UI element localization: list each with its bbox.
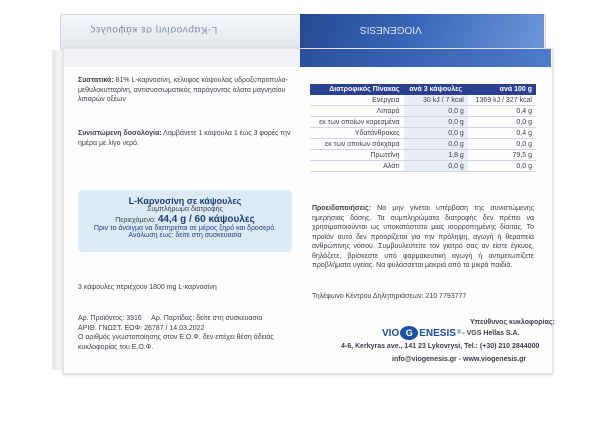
notification-notice: Ο αριθμός γνωστοποίησης στον Ε.Ο.Φ. δεν επέχει θέση άδειας κυκλοφορίας του Ε.Ο.Φ. [78,334,274,351]
nutrition-row: Υδατάνθρακες 0,0 g 0,4 g [310,128,536,139]
distributor-contact: info@viogenesis.gr - www.viogenesis.gr [392,356,527,363]
batch-number: Αρ. Παρτίδας: δείτε στη συσκευασία [151,315,263,322]
composition-body: 81% L-καρνοσίνη, κέλυφος κάψουλας υδροξυπροπυλο-μεθυλοκυτταρίνη, αντισυσσωματικός παράγοντας άλατα μαγνησίου λιπαρών οξέων [78,77,288,103]
package-top-band-graphic [300,49,551,67]
nutrition-row: Ενέργεια 30 kJ / 7 kcal 1369 kJ / 327 kcal [310,95,536,106]
nutrition-row: Αλάτι 0,0 g 0,0 g [310,161,536,172]
precautions-label: Προειδοποιήσεις: [312,205,371,212]
distributor-logo [382,326,520,340]
distributor-label: Υπεύθυνος κυκλοφορίας: [470,319,555,326]
logo-rest: ENESIS [419,327,456,339]
best-before-note: Ανάλωση έως: δείτε στη συσκευασία [128,232,242,239]
storage-note: Πριν το άνοιγμα να διατηρείται σε μέρος ξηρό και δροσερό. [93,225,277,232]
capsule-note: 3 κάψουλες περιέχουν 1800 mg L-καρνοσίνη [78,284,217,291]
company-name: - VGS Hellas S.A. [462,329,520,337]
notification-number: ΑΡΙΘ. ΓΝΩΣΤ. ΕΟΦ: 26787 / 14.03.2022 [78,324,205,332]
nutrition-header-col2: ανά 3 κάψουλες [404,84,468,95]
composition-text [78,76,296,105]
product-name: L-Καρνοσίνη σε κάψουλες [128,196,242,206]
product-contents [78,214,292,225]
composition-label: Συστατικά: [78,77,114,84]
logo-reg: ® [456,330,462,336]
nutrition-header-row [310,84,536,95]
nutrition-table-wrap [310,84,536,172]
nutrition-table [310,84,536,172]
dosage-body: Λαμβάνετε 1 κάψουλα 1 έως 3 φορές την ημέρα με λίγο νερό. [78,130,291,147]
dosage-text [78,129,296,148]
logo-g-icon: G [400,326,418,340]
nutrition-header-col3: ανά 100 g [468,84,536,95]
nutrition-row: εκ των οποίων σάκχαρα 0,0 g 0,0 g [310,139,536,150]
distributor-address: 4-6, Kerkyras ave., 141 23 Lykovrysi, Tel.: (+30) 210 2844000 [341,343,540,350]
precautions-text [312,204,534,271]
contents-value: 44,4 g / 60 κάψουλες [157,214,255,225]
product-number: Αρ. Προϊόντος: 3916 [78,315,142,322]
nutrition-header-col1: Διατροφικός Πίνακας [310,84,404,95]
nutrition-row: Λιπαρά 0,0 g 0,4 g [310,106,536,117]
dosage-label: Συνιστώμενη δοσολογία: [78,130,162,137]
codes-block [78,314,308,352]
flap-brand-text: VIOGENESIS [360,24,422,35]
logo-vio: VIO [382,327,400,339]
contents-label: Περιεχόμενο: [115,217,156,224]
flap-text: L-Καρνοσίνη σε κάψουλες [90,24,218,35]
precautions-body: Να μην γίνεται υπέρβαση της συνιστώμενης ημερήσιας δόσης. Τα συμπληρώματα διατροφής δεν πρέπει να χρησιμοποιούνται ως υποκατάστατο μιας ισορροπημένης δίαιτας. Το προϊόν αυτό δεν προορίζεται για την πρόληψη, αγωγή ή θεραπεία ανθρώπινης νόσου. Συμβουλευτείτε τον γιατρό σας αν είστε έγκυος, θηλάζετε, βρίσκεστε υπό φαρμακευτική αγωγή ή αντιμετωπίζετε προβλήματα υγείας. Να φυλάσσεται μακριά από τα μικρά παιδιά. [312,205,534,269]
product-info-box [78,190,292,252]
nutrition-row: εκ των οποίων κορεσμένα 0,0 g 0,0 g [310,117,536,128]
product-type: Συμπλήρωμα διατροφής [147,206,223,213]
poison-center: Τηλέφωνο Κέντρου Δηλητηριάσεων: 210 7793777 [312,293,467,300]
nutrition-row: Πρωτεΐνη 1,8 g 79,5 g [310,150,536,161]
